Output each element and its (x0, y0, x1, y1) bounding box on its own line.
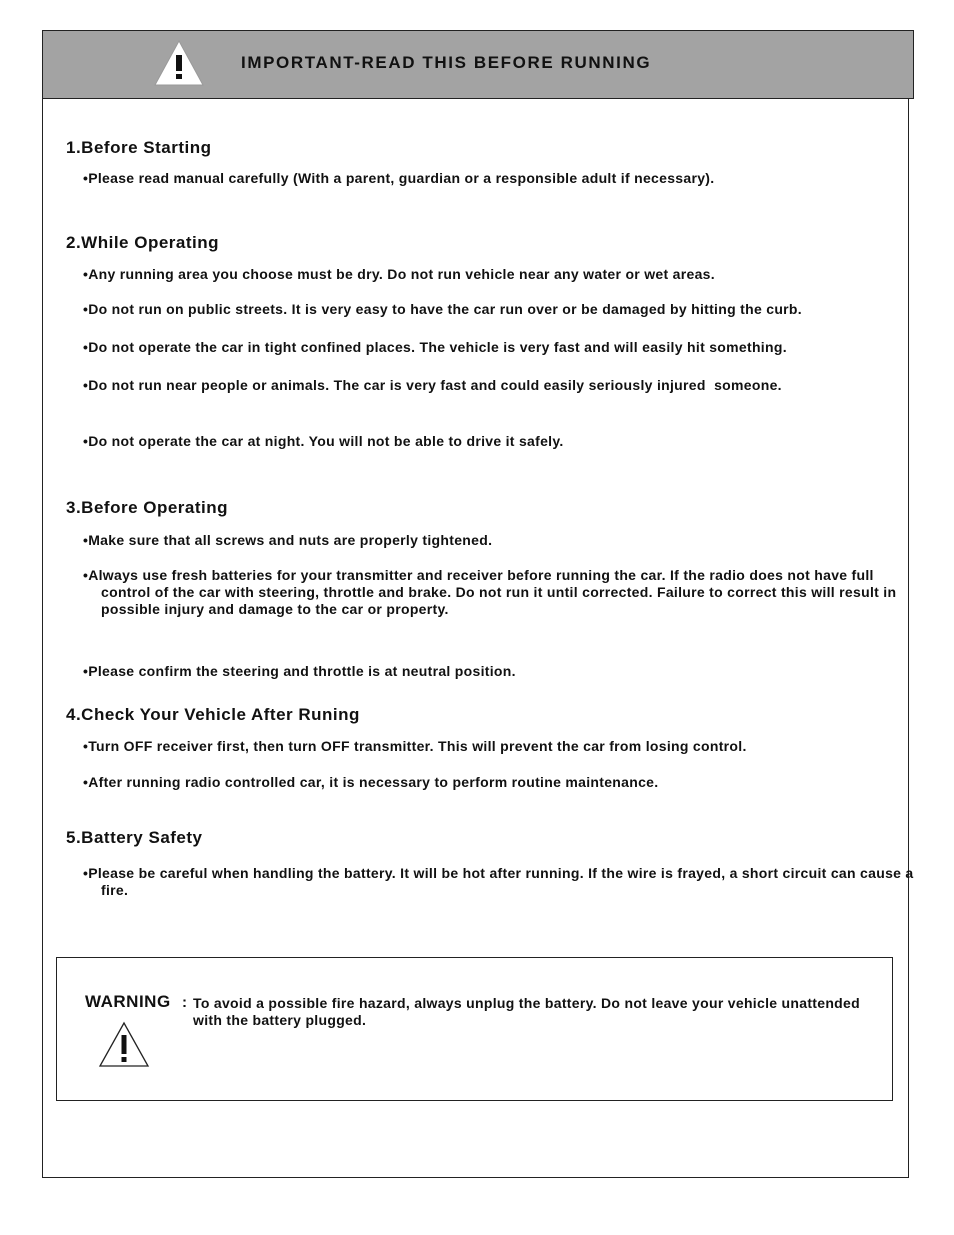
warning-label: WARNING (85, 992, 171, 1011)
page-title: IMPORTANT-READ THIS BEFORE RUNNING (241, 53, 652, 72)
section-title: 3.Before Operating (66, 498, 229, 517)
header-banner (42, 30, 914, 99)
list-item: •Make sure that all screws and nuts are properly tightened. (83, 532, 493, 548)
warning-colon: : (182, 994, 187, 1011)
list-item: •Do not run near people or animals. The car is very fast and could easily seriously injured someone. (83, 377, 782, 393)
warning-triangle-icon (97, 1020, 151, 1068)
list-item: •Please be careful when handling the battery. It will be hot after running. If the wire is frayed, a short circuit can cause a fire. (83, 865, 918, 898)
warning-text: To avoid a possible fire hazard, always unplug the battery. Do not leave your vehicle unattended with the battery plugged. (193, 995, 860, 1028)
section-title: 2.While Operating (66, 233, 220, 252)
list-item: •After running radio controlled car, it is necessary to perform routine maintenance. (83, 774, 659, 790)
list-item: •Do not operate the car in tight confined places. The vehicle is very fast and will easily hit something. (83, 339, 787, 355)
list-item: •Always use fresh batteries for your transmitter and receiver before running the car. If the radio does not have full control of the car with steering, throttle and brake. Do not run it until corrected. Failure to correct this will result in possible injury and damage to the car or property. (83, 567, 901, 617)
warning-box (56, 957, 893, 1101)
section-title: 4.Check Your Vehicle After Runing (66, 705, 360, 724)
list-item: •Please read manual carefully (With a parent, guardian or a responsible adult if necessary). (83, 170, 715, 186)
list-item: •Any running area you choose must be dry. Do not run vehicle near any water or wet areas. (83, 266, 715, 282)
section-title: 5.Battery Safety (66, 828, 203, 847)
warning-triangle-icon (153, 39, 205, 87)
list-item: •Do not run on public streets. It is very easy to have the car run over or be damaged by hitting the curb. (83, 301, 802, 317)
list-item: •Please confirm the steering and throttle is at neutral position. (83, 663, 516, 679)
list-item: •Turn OFF receiver first, then turn OFF transmitter. This will prevent the car from losing control. (83, 738, 747, 754)
list-item: •Do not operate the car at night. You will not be able to drive it safely. (83, 433, 564, 449)
section-title: 1.Before Starting (66, 138, 212, 157)
